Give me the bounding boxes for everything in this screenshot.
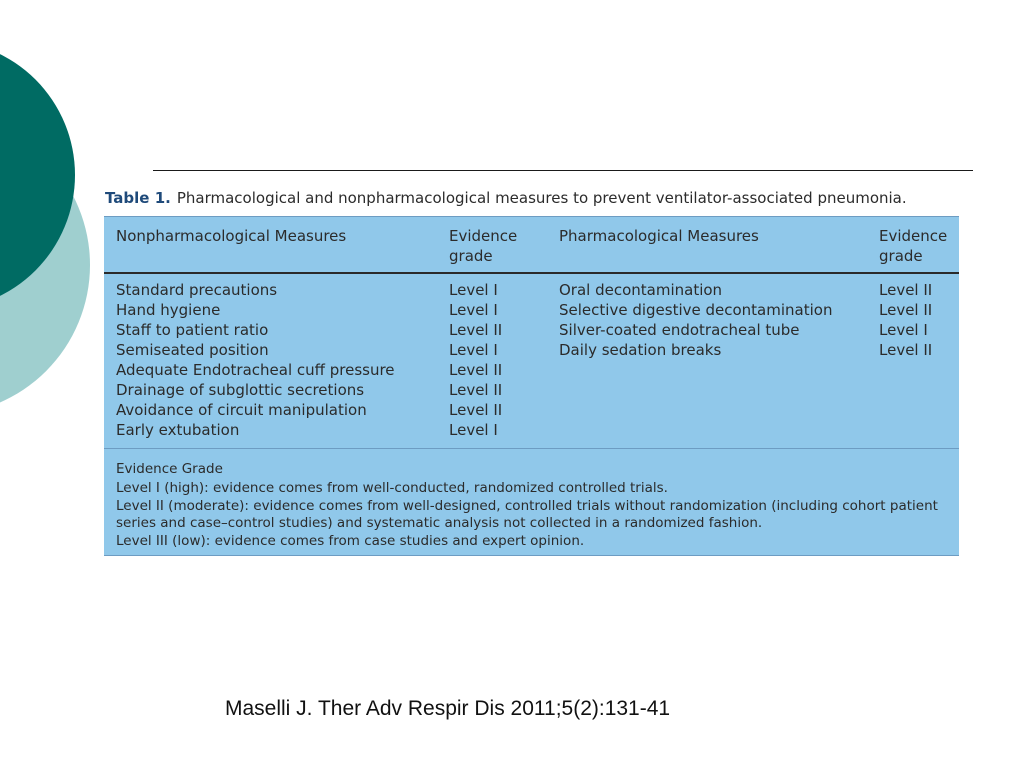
caption-text: Pharmacological and nonpharmacological measures to prevent ventilator-associated pneumonia. (176, 189, 907, 207)
table-row: Avoidance of circuit manipulation Level II (116, 401, 503, 419)
citation: Maselli J. Ther Adv Respir Dis 2011;5(2):131-41 (225, 697, 671, 720)
evidence-grade-footnote (104, 448, 959, 555)
footnote-title: Evidence Grade (116, 461, 223, 477)
footnote-level-1: Level I (high): evidence comes from well-conducted, randomized controlled trials. (116, 480, 668, 496)
table-row: Staff to patient ratio Level II Silver-coated endotracheal tube Level I (116, 321, 928, 339)
footnote-level-2: Level II (moderate): evidence comes from well-designed, controlled trials without randomization (including cohort patient (116, 498, 938, 514)
header-nonpharm: Nonpharmacological Measures (116, 227, 347, 245)
header-evidence-grade-2: Evidence grade (879, 227, 948, 265)
table-row: Hand hygiene Level I Selective digestive decontamination Level II (116, 301, 933, 319)
caption-label: Table 1. (105, 189, 171, 207)
table-row: Standard precautions Level I Oral decontamination Level II (116, 281, 933, 299)
table-row: Drainage of subglottic secretions Level II (116, 381, 503, 399)
header-evidence-grade-1: Evidence grade (449, 227, 518, 265)
footnote-level-3: Level III (low): evidence comes from case studies and expert opinion. (116, 533, 585, 549)
footnote-level-2-cont: series and case–control studies) and systematic analysis not collected in a randomized fashion. (116, 515, 763, 531)
table-caption (105, 189, 985, 207)
top-rule (153, 170, 973, 171)
measures-table (104, 216, 959, 556)
table-row: Adequate Endotracheal cuff pressure Level II (116, 361, 503, 379)
header-pharm: Pharmacological Measures (559, 227, 759, 245)
table-row: Semiseated position Level I Daily sedation breaks Level II (116, 341, 933, 359)
table-header (104, 217, 959, 274)
table-row: Early extubation Level I (116, 421, 498, 439)
decorative-circles (0, 0, 100, 420)
